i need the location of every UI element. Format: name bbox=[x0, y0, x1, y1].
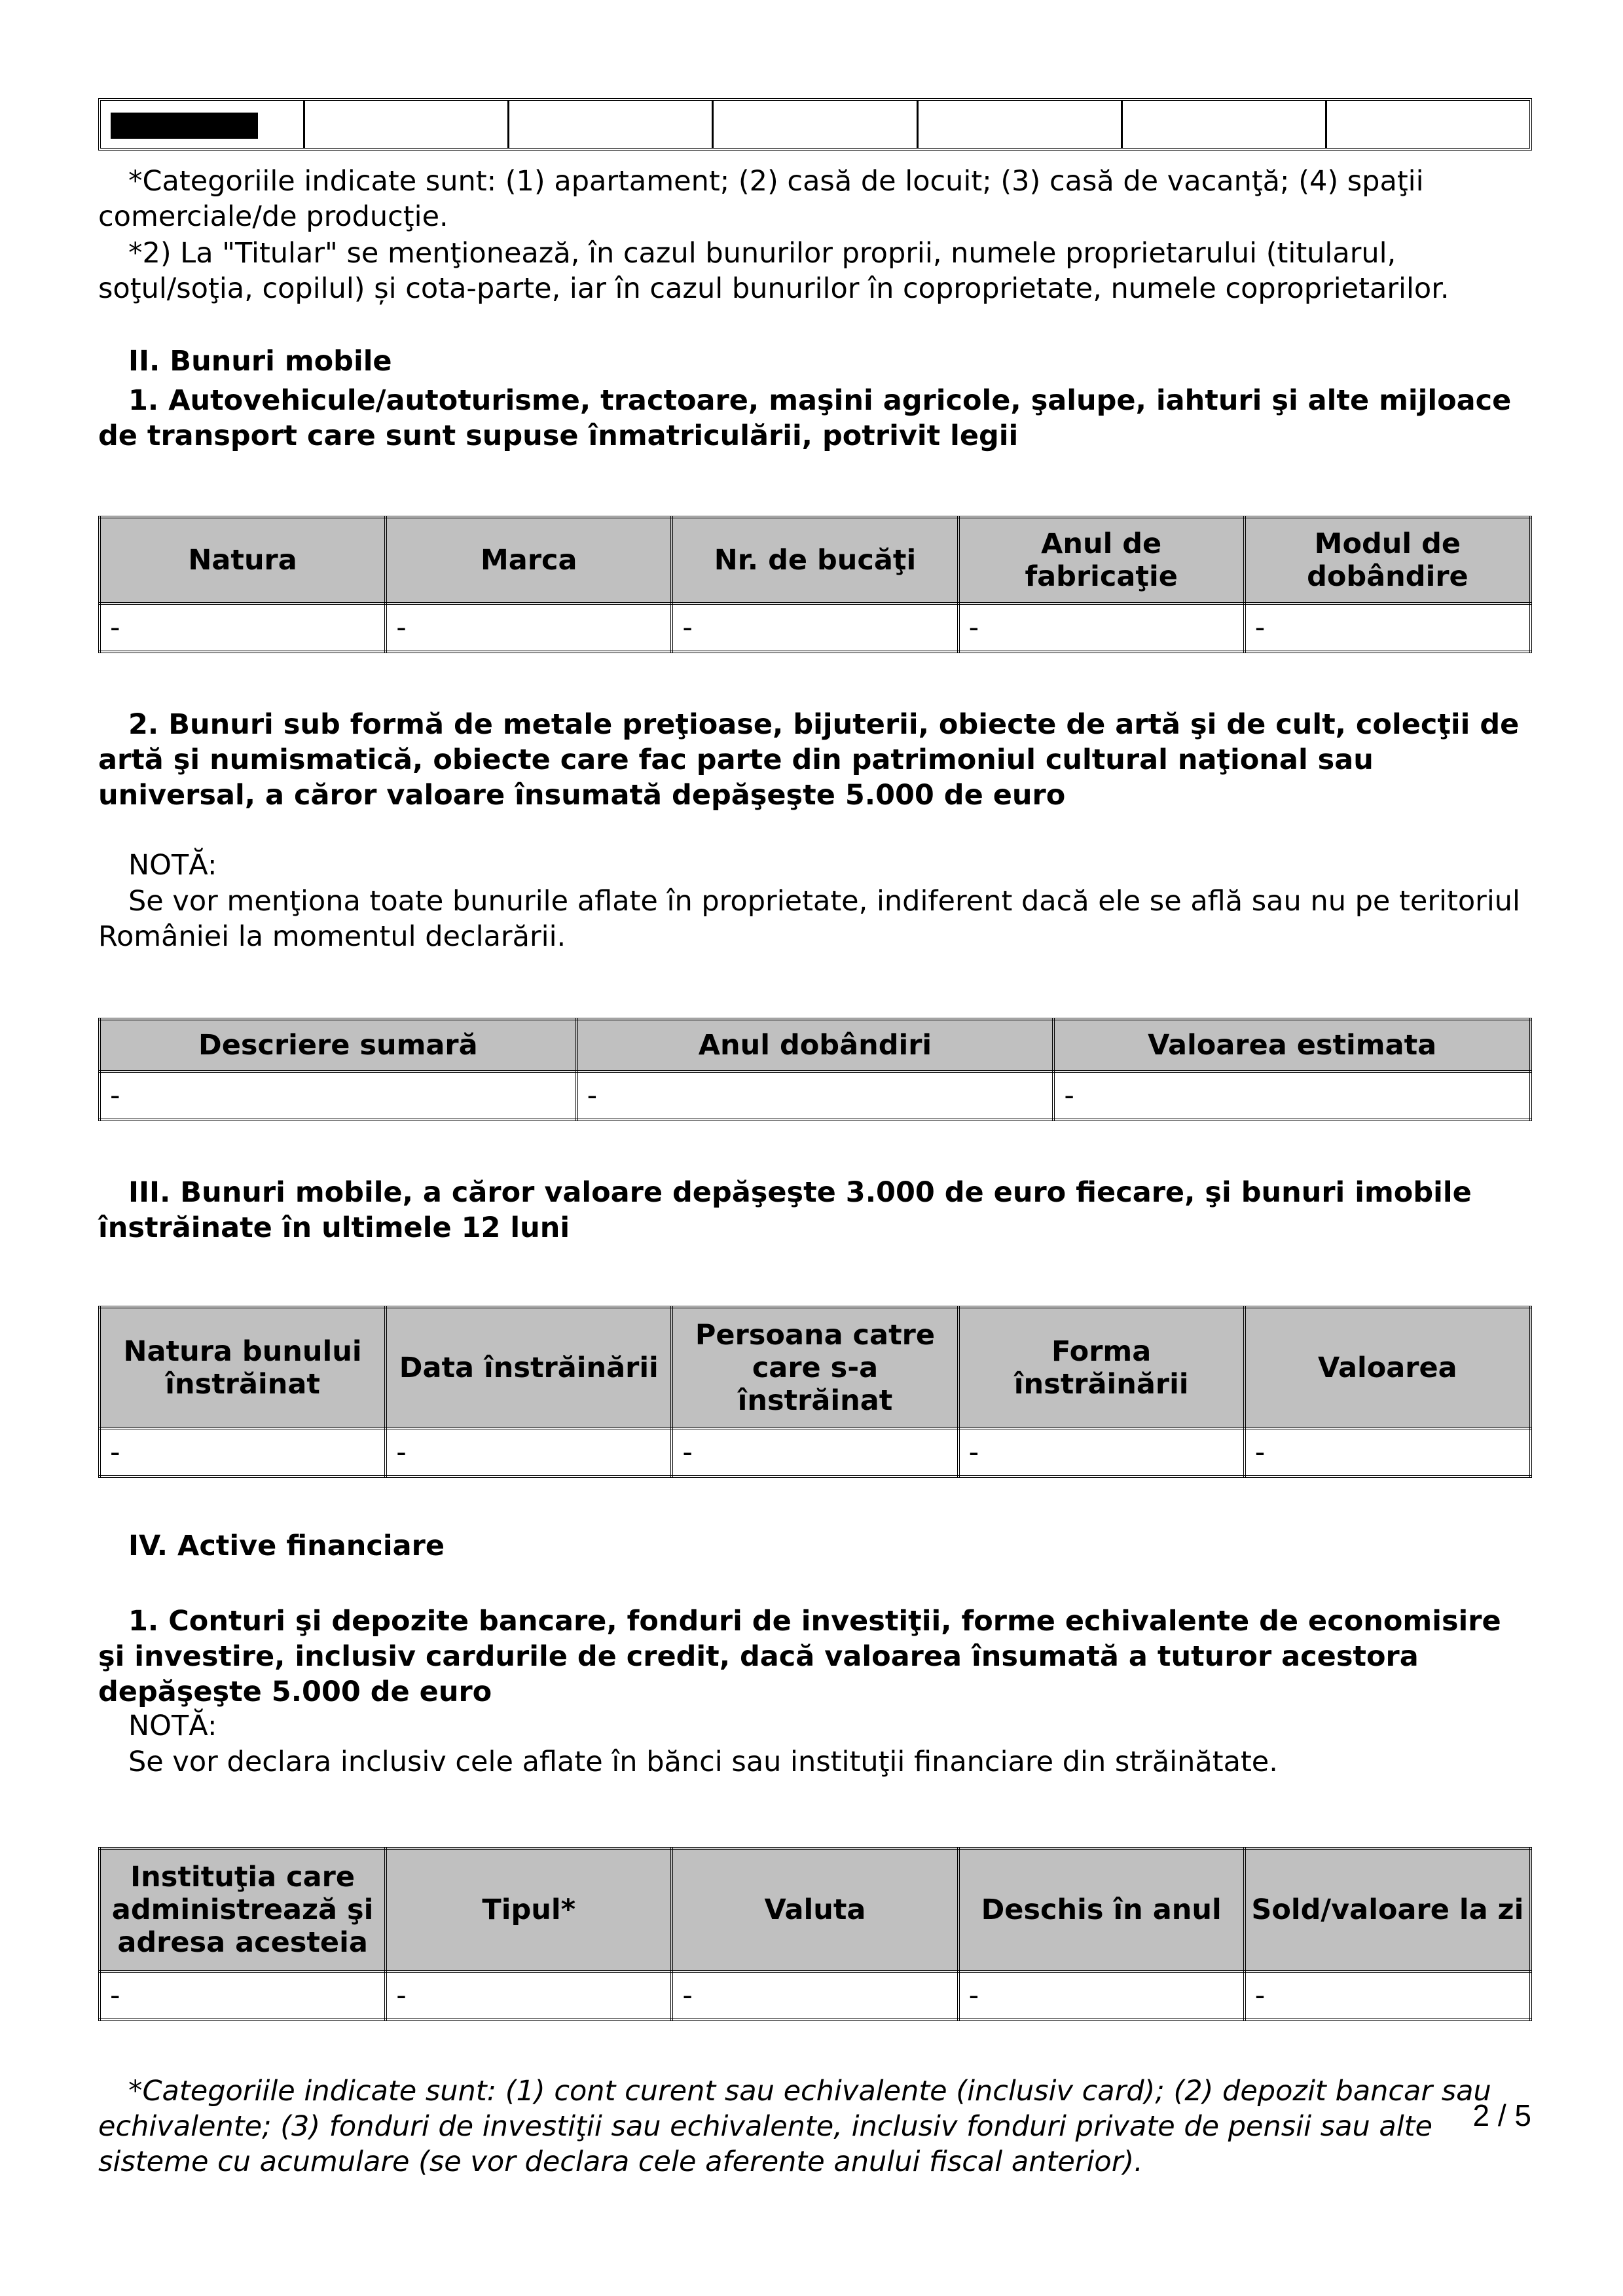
table-cell: - bbox=[1245, 603, 1531, 652]
note-text: Se vor menţiona toate bunurile aflate în proprietate, indiferent dacă ele se află sau nu pe teritoriul României la momentul declarării. bbox=[98, 885, 1520, 953]
table-cell bbox=[1123, 101, 1327, 148]
table-row bbox=[100, 1971, 1531, 2020]
table-cell: - bbox=[958, 603, 1245, 652]
table-cell: - bbox=[958, 1971, 1245, 2020]
redacted-block bbox=[111, 113, 258, 139]
column-header: Data înstrăinării bbox=[386, 1307, 672, 1428]
table-cell: - bbox=[1245, 1971, 1531, 2020]
table-cell: - bbox=[386, 1971, 672, 2020]
column-header: Instituţia care administrează şi adresa acesteia bbox=[100, 1848, 386, 1971]
column-header: Modul de dobândire bbox=[1245, 517, 1531, 603]
table-cell: - bbox=[1053, 1071, 1531, 1120]
page-number: 2 / 5 bbox=[1472, 2098, 1531, 2132]
table-cell bbox=[305, 101, 509, 148]
table-cell bbox=[919, 101, 1123, 148]
table-cell: - bbox=[100, 1971, 386, 2020]
column-header: Persoana catre care s-a înstrăinat bbox=[672, 1307, 958, 1428]
column-header: Valuta bbox=[672, 1848, 958, 1971]
table-cell bbox=[509, 101, 714, 148]
column-header: Deschis în anul bbox=[958, 1848, 1245, 1971]
table-cell: - bbox=[672, 1971, 958, 2020]
financial-assets-table bbox=[98, 1847, 1532, 2021]
column-header: Anul de fabricaţie bbox=[958, 517, 1245, 603]
alienated-assets-table bbox=[98, 1306, 1532, 1478]
column-header: Descriere sumară bbox=[100, 1019, 577, 1071]
column-header: Natura bbox=[100, 517, 386, 603]
table-row bbox=[100, 1071, 1531, 1120]
table-cell: - bbox=[386, 1428, 672, 1477]
column-header: Anul dobândiri bbox=[577, 1019, 1054, 1071]
table-cell: - bbox=[1245, 1428, 1531, 1477]
table-row bbox=[100, 603, 1531, 652]
table-cell bbox=[101, 101, 305, 148]
column-header: Forma înstrăinării bbox=[958, 1307, 1245, 1428]
table-cell: - bbox=[672, 1428, 958, 1477]
table-cell: - bbox=[672, 603, 958, 652]
table-cell: - bbox=[386, 603, 672, 652]
note-label: NOTĂ: bbox=[128, 1710, 217, 1742]
vehicles-table bbox=[98, 516, 1532, 653]
column-header: Nr. de bucăţi bbox=[672, 517, 958, 603]
column-header: Natura bunului înstrăinat bbox=[100, 1307, 386, 1428]
section-title: IV. Active financiare bbox=[128, 1530, 445, 1562]
section-title: III. Bunuri mobile, a căror valoare depăşeşte 3.000 de euro fiecare, şi bunuri imobile înstrăinate în ultimele 12 luni bbox=[98, 1176, 1472, 1244]
table-row bbox=[100, 1428, 1531, 1477]
column-header: Valoarea estimata bbox=[1053, 1019, 1531, 1071]
column-header: Tipul* bbox=[386, 1848, 672, 1971]
column-header: Marca bbox=[386, 517, 672, 603]
table-cell: - bbox=[100, 1428, 386, 1477]
subsection-title: 2. Bunuri sub formă de metale preţioase, bijuterii, obiecte de artă şi de cult, colecţii de artă şi numismatică, obiecte care fac parte din patrimoniul cultural naţional sau universal, a căror valoare însumată depăşeşte 5.000 de euro bbox=[98, 708, 1520, 812]
table-cell: - bbox=[577, 1071, 1054, 1120]
column-header: Valoarea bbox=[1245, 1307, 1531, 1428]
column-header: Sold/valoare la zi bbox=[1245, 1848, 1531, 1971]
real-estate-table-tail bbox=[98, 98, 1532, 151]
table-cell: - bbox=[958, 1428, 1245, 1477]
note-label: NOTĂ: bbox=[128, 849, 217, 882]
valuables-table bbox=[98, 1018, 1532, 1121]
financial-categories-footnote: *Categoriile indicate sunt: (1) cont curent sau echivalente (inclusiv card); (2) depozit bancar sau echivalente; (3) fonduri de investiţii sau echivalente, inclusiv fonduri private de pensii sau alte sisteme cu acumulare (se vor declara cele aferente anului fiscal anterior). bbox=[98, 2075, 1491, 2178]
subsection-title: 1. Autovehicule/autoturisme, tractoare, maşini agricole, şalupe, iahturi şi alte mijloace de transport care sunt supuse înmatriculării, potrivit legii bbox=[98, 384, 1512, 452]
real-estate-categories-note: *Categoriile indicate sunt: (1) apartament; (2) casă de locuit; (3) casă de vacanţă; (4) spaţii comerciale/de producţie. bbox=[98, 165, 1424, 233]
subsection-title: 1. Conturi şi depozite bancare, fonduri de investiţii, forme echivalente de economisire şi investire, inclusiv cardurile de credit, dacă valoarea însumată a tuturor acestora depăşeşte 5.000 de euro bbox=[98, 1605, 1501, 1708]
titular-note: *2) La "Titular" se menţionează, în cazul bunurilor proprii, numele proprietarului (titularul, soţul/soţia, copilul) și cota-parte, iar în cazul bunurilor în coproprietate, numele coproprietarilor. bbox=[98, 237, 1450, 305]
table-cell bbox=[1327, 101, 1529, 148]
table-cell: - bbox=[100, 1071, 577, 1120]
section-title: II. Bunuri mobile bbox=[128, 345, 392, 378]
table-cell: - bbox=[100, 603, 386, 652]
note-text: Se vor declara inclusiv cele aflate în bănci sau instituţii financiare din străinătate. bbox=[128, 1746, 1278, 1778]
table-cell bbox=[714, 101, 918, 148]
